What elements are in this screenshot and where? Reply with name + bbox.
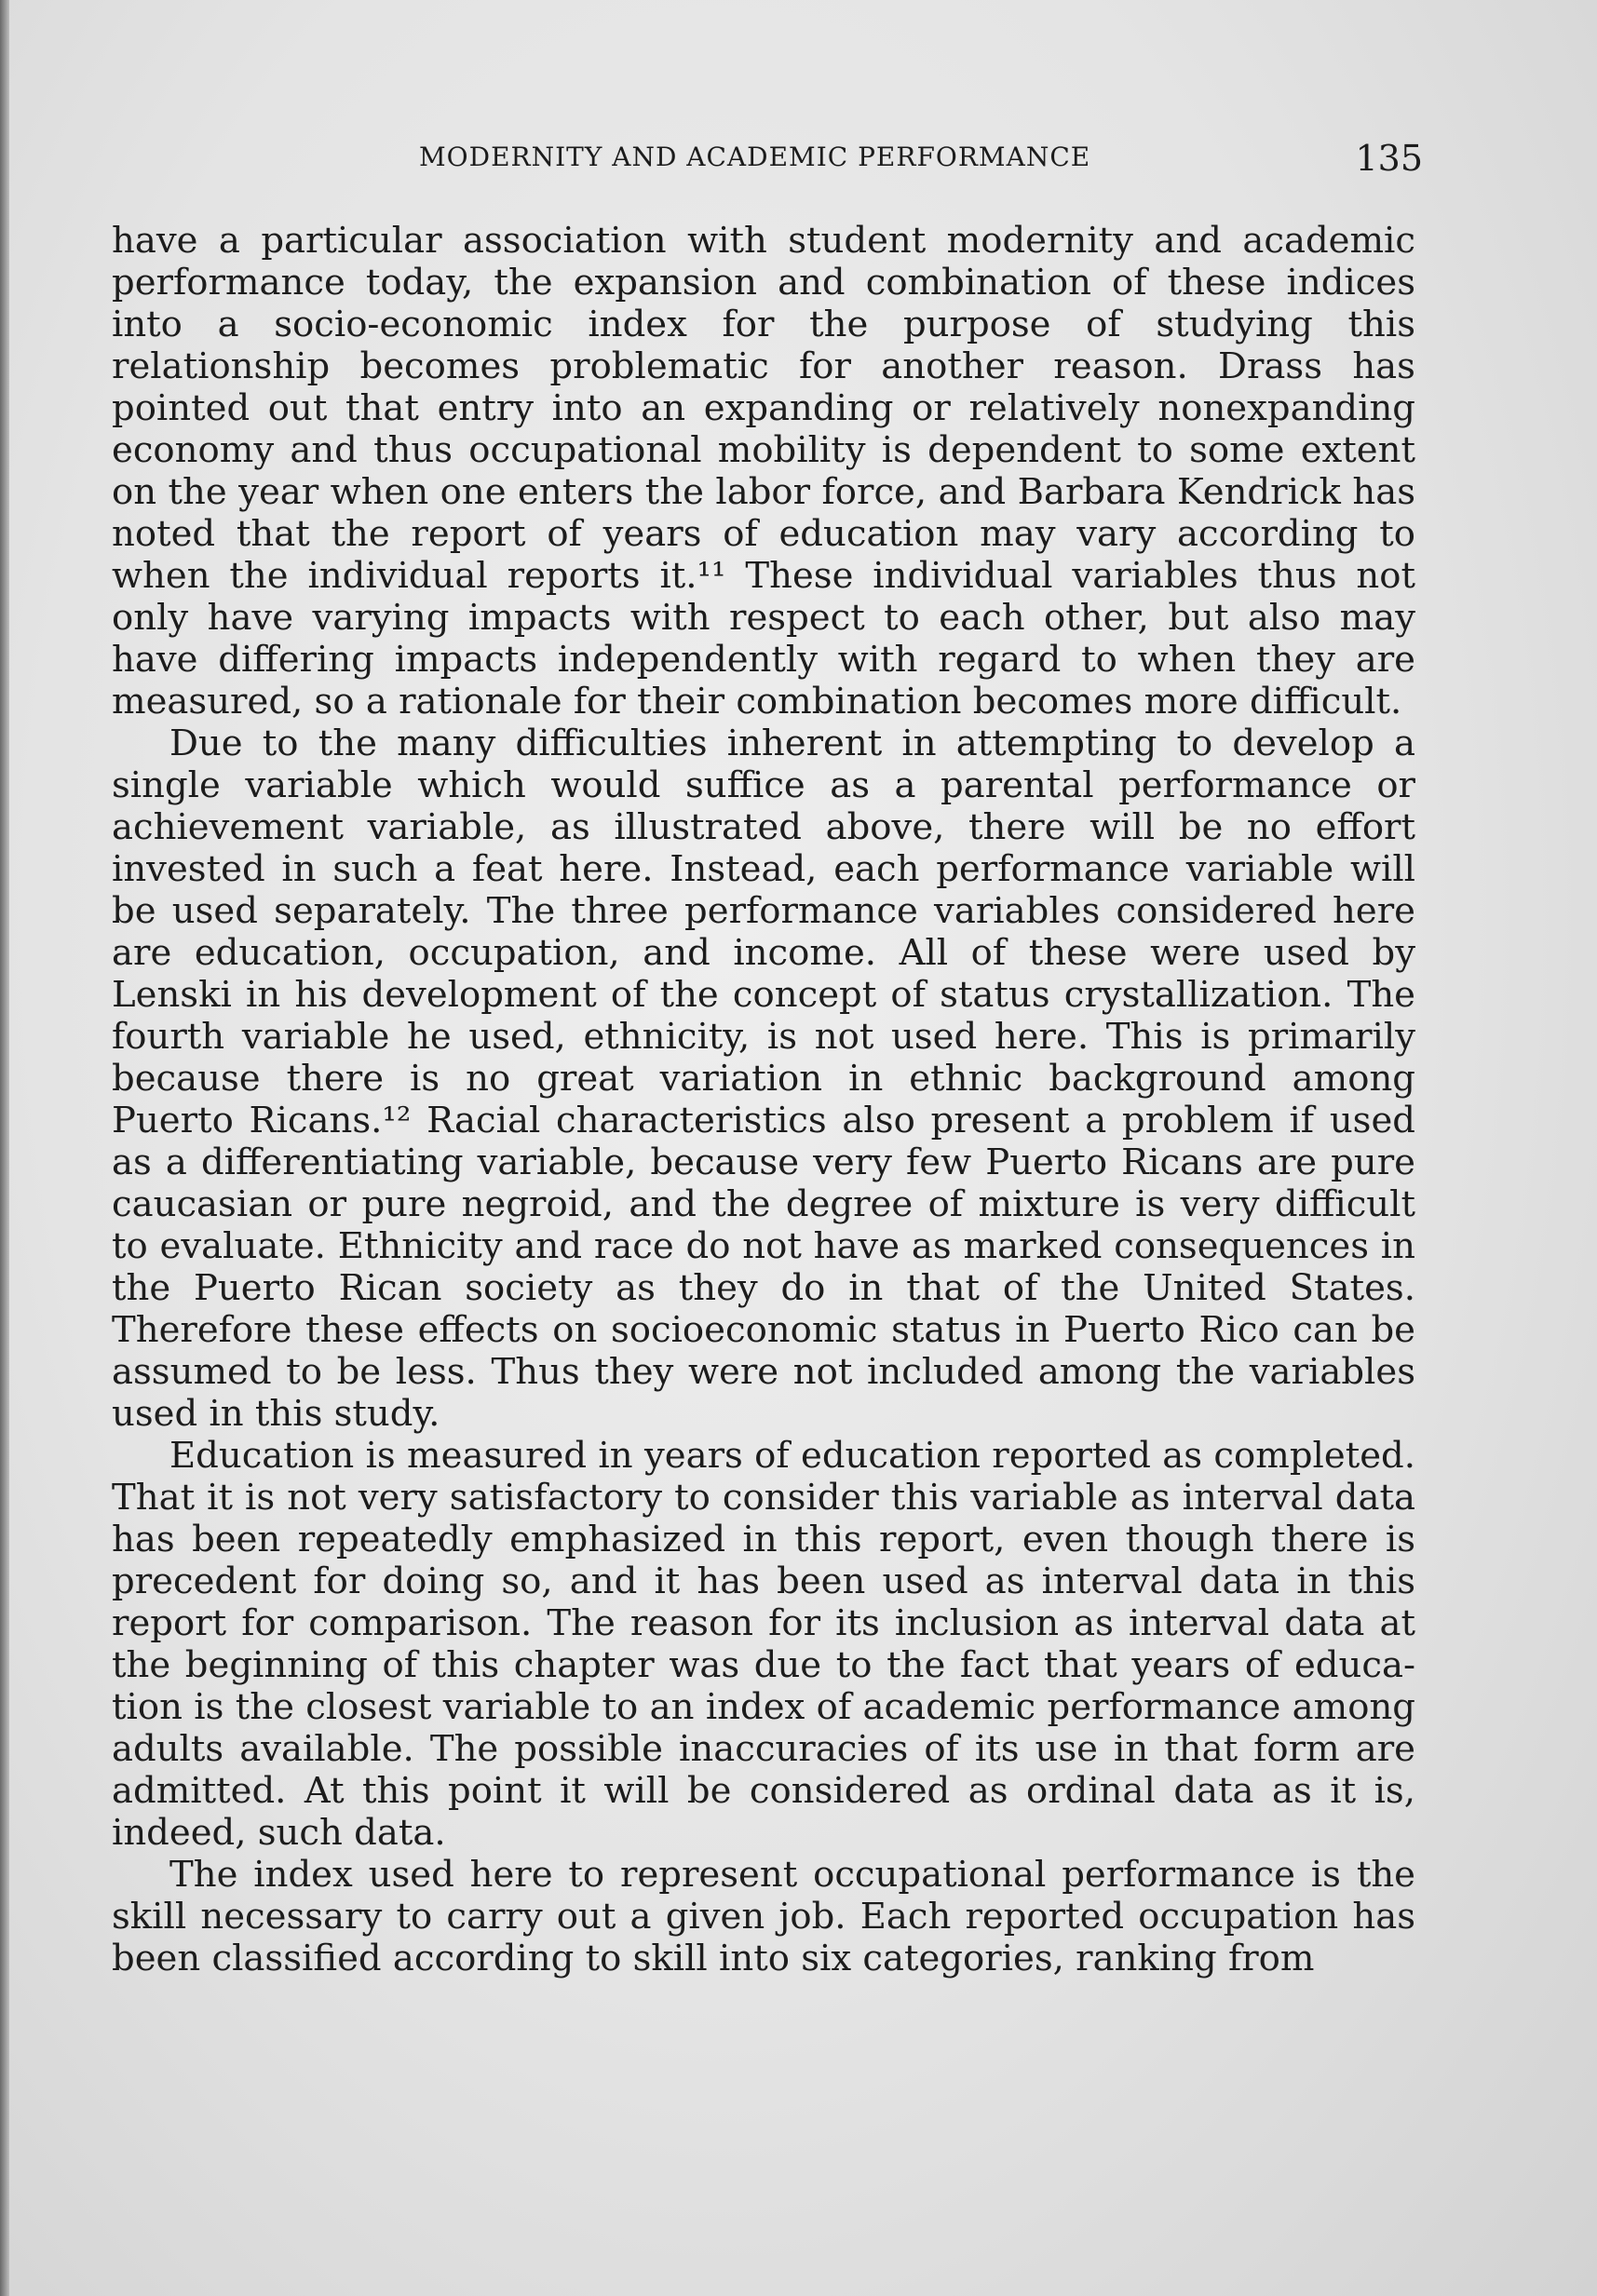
paragraph: Due to the many difficulties inherent in attempting to develop a single variable which would suffice as a parental performance or achievement variable, as illustrated above, there will be no effort invested in such a feat here. Instead, each performance variable will be used separately. The three performance variables considered here are education, occupation, and income. All of these were used by Lenski in his development of the concept of status crystallization. The fourth variable he used, ethnicity, is not used here. This is primarily because there is no great variation in ethnic background among Puerto Ricans.¹² Racial characteristics also present a problem if used as a differentiating variable, because very few Puerto Ricans are pure caucasian or pure negroid, and the degree of mixture is very difficult to evaluate. Ethnicity and race do not have as marked consequences in the Puerto Rican society as they do in that of the United States. Therefore these effects on socioeconomic status in Puerto Rico can be assumed to be less. Thus they were not included among the variables used in this study. bbox=[112, 723, 1415, 1435]
page-edge-shadow bbox=[0, 0, 9, 2296]
paragraph: Education is measured in years of education reported as completed. That it is not very satisfactory to consider this variable as interval data has been repeatedly emphasized in this report, even though there is precedent for doing so, and it has been used as interval data in this report for comparison. The reason for its inclusion as interval data at the beginning of this chapter was due to the fact that years of education is the closest variable to an index of academic performance among adults available. The possible inaccuracies of its use in that form are admitted. At this point it will be considered as ordinal data as it is, indeed, such data. bbox=[112, 1435, 1415, 1854]
paragraph-continued: have a particular association with student modernity and academic performance today, the expansion and combination of these indices into a socio-economic index for the purpose of studying this relationship becomes problematic for another reason. Drass has pointed out that entry into an expanding or relatively nonexpanding economy and thus occupational mobility is dependent to some extent on the year when one enters the labor force, and Barbara Kendrick has noted that the report of years of education may vary according to when the individual reports it.¹¹ These individual variables thus not only have varying impacts with respect to each other, but also may have differing impacts independently with regard to when they are measured, so a rationale for their combination becomes more difficult. bbox=[112, 220, 1415, 723]
page-header bbox=[112, 138, 1423, 184]
body-text bbox=[112, 220, 1415, 1979]
page-number: 135 bbox=[1355, 138, 1423, 179]
paragraph: The index used here to represent occupational performance is the skill necessary to carry out a given job. Each reported occupation has been classified according to skill into six categories, ranking from bbox=[112, 1854, 1415, 1979]
running-head: MODERNITY AND ACADEMIC PERFORMANCE bbox=[419, 142, 1091, 172]
